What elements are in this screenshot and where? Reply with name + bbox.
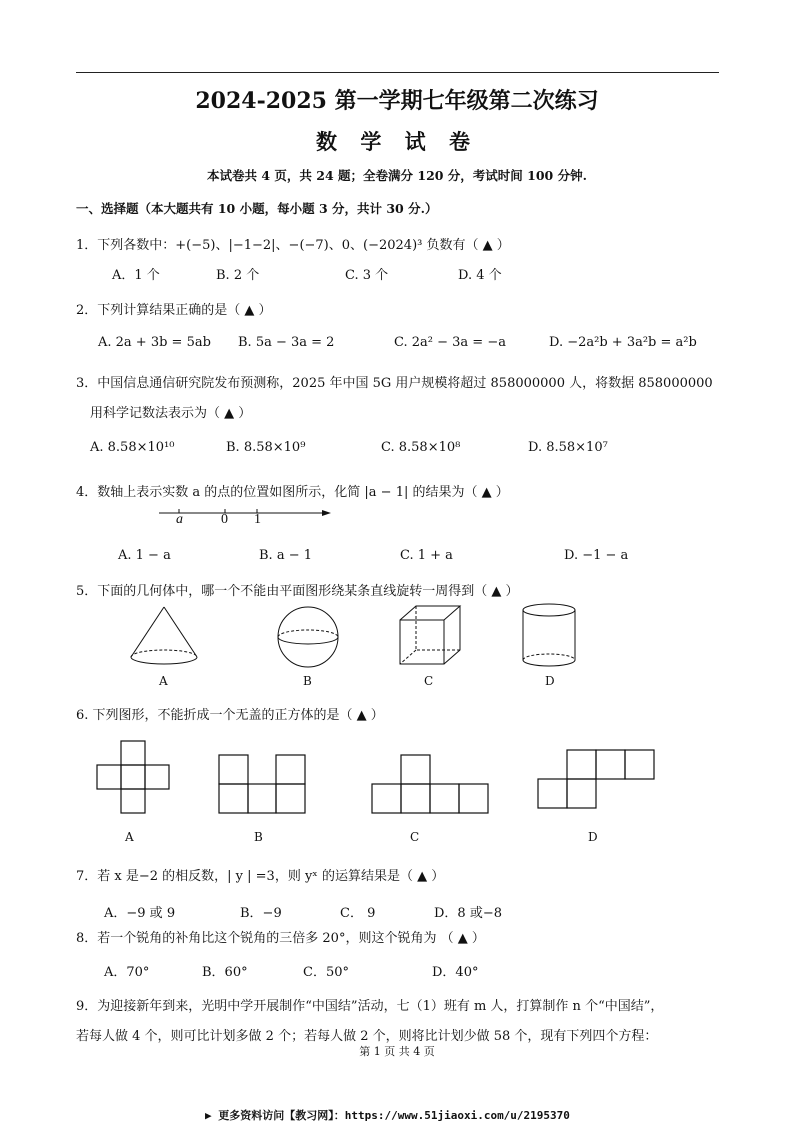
cylinder-figure xyxy=(520,602,578,670)
q4-option-a: A. 1 − a xyxy=(118,548,171,563)
axis-label-a: a xyxy=(176,512,183,527)
resource-link[interactable]: ▶ 更多资料访问【教习网】：https://www.51jiaoxi.com/u/2195370 xyxy=(205,1109,570,1122)
q3-option-b: B. 8.58×10⁹ xyxy=(226,440,306,455)
q7-option-a: A．−9 或 9 xyxy=(104,906,176,921)
q8-option-a: A．70° xyxy=(104,965,150,980)
q5-label-b: B xyxy=(303,674,312,688)
q3-option-d: D. 8.58×10⁷ xyxy=(528,440,608,455)
q1-option-b: B. 2 个 xyxy=(216,268,260,283)
cube-figure xyxy=(397,604,463,666)
axis-label-0: 0 xyxy=(221,512,228,527)
q5-stem: 5．下面的几何体中，哪一个不能由平面图形绕某条直线旋转一周得到（ ▲ ） xyxy=(76,584,519,599)
q6-label-b: B xyxy=(254,830,263,844)
net-d-figure xyxy=(537,749,655,809)
net-b-figure xyxy=(218,754,306,814)
q2-option-b: B. 5a − 3a = 2 xyxy=(238,335,335,350)
q6-label-c: C xyxy=(410,830,420,844)
q6-label-a: A xyxy=(125,830,134,844)
q1-stem: 1．下列各数中：+(−5)、|−1−2|、−(−7)、0、(−2024)³ 负数有（ ▲ ） xyxy=(76,238,510,253)
q3-stem-line2: 用科学记数法表示为（ ▲ ） xyxy=(90,406,252,421)
exam-title: 2024-2025 第一学期七年级第二次练习 xyxy=(195,88,599,114)
q4-stem: 4．数轴上表示实数 a 的点的位置如图所示，化简 |a − 1| 的结果为（ ▲ ） xyxy=(76,485,509,500)
q3-stem-line1: 3．中国信息通信研究院发布预测称，2025 年中国 5G 用户规模将超过 858000000 人，将数据 858000000 xyxy=(76,376,713,391)
q7-stem: 7．若 x 是−2 的相反数，| y | =3，则 yˣ 的运算结果是（ ▲ ） xyxy=(76,869,445,884)
cone-figure xyxy=(128,605,200,667)
q5-label-a: A xyxy=(159,674,168,688)
q2-option-c: C. 2a² − 3a = −a xyxy=(394,335,506,350)
q7-option-b: B．−9 xyxy=(240,906,282,921)
q2-option-d: D. −2a²b + 3a²b = a²b xyxy=(549,335,697,350)
net-c-figure xyxy=(371,754,489,814)
q2-option-a: A. 2a + 3b = 5ab xyxy=(98,335,211,350)
q3-option-a: A. 8.58×10¹⁰ xyxy=(90,440,175,455)
q4-option-b: B. a − 1 xyxy=(259,548,312,563)
q4-option-c: C. 1 + a xyxy=(400,548,453,563)
section-heading: 一、选择题（本大题共有 10 小题，每小题 3 分，共计 30 分.） xyxy=(76,201,438,216)
q1-option-a: A．1 个 xyxy=(112,268,160,283)
q4-option-d: D. −1 − a xyxy=(564,548,629,563)
q8-option-b: B．60° xyxy=(202,965,248,980)
q2-stem: 2．下列计算结果正确的是（ ▲ ） xyxy=(76,303,272,318)
q5-label-c: C xyxy=(424,674,434,688)
q5-label-d: D xyxy=(545,674,555,688)
q8-option-d: D．40° xyxy=(432,965,479,980)
q6-label-d: D xyxy=(588,830,598,844)
header-rule xyxy=(76,72,719,73)
sphere-figure xyxy=(274,605,342,669)
exam-note: 本试卷共 4 页，共 24 题；全卷满分 120 分，考试时间 100 分钟. xyxy=(207,168,587,183)
axis-label-1: 1 xyxy=(254,512,261,527)
q6-stem: 6. 下列图形，不能折成一个无盖的正方体的是（ ▲ ） xyxy=(76,708,384,723)
q8-stem: 8．若一个锐角的补角比这个锐角的三倍多 20°，则这个锐角为 （ ▲ ） xyxy=(76,931,485,946)
page-footer: 第 1 页 共 4 页 xyxy=(359,1045,435,1058)
q1-option-c: C. 3 个 xyxy=(345,268,389,283)
q9-line2: 若每人做 4 个，则可比计划多做 2 个；若每人做 2 个，则将比计划少做 58 个，现有下列四个方程： xyxy=(76,1029,658,1044)
q8-option-c: C．50° xyxy=(303,965,349,980)
net-a-figure xyxy=(96,740,182,814)
q7-option-d: D．8 或−8 xyxy=(434,906,502,921)
q3-option-c: C. 8.58×10⁸ xyxy=(381,440,461,455)
q9-line1: 9．为迎接新年到来，光明中学开展制作“中国结”活动，七（1）班有 m 人，打算制作 n 个“中国结”， xyxy=(76,999,664,1014)
exam-subtitle: 数 学 试 卷 xyxy=(316,129,478,154)
q1-option-d: D. 4 个 xyxy=(458,268,502,283)
number-line-arrow xyxy=(322,510,331,516)
q7-option-c: C． 9 xyxy=(340,906,376,921)
